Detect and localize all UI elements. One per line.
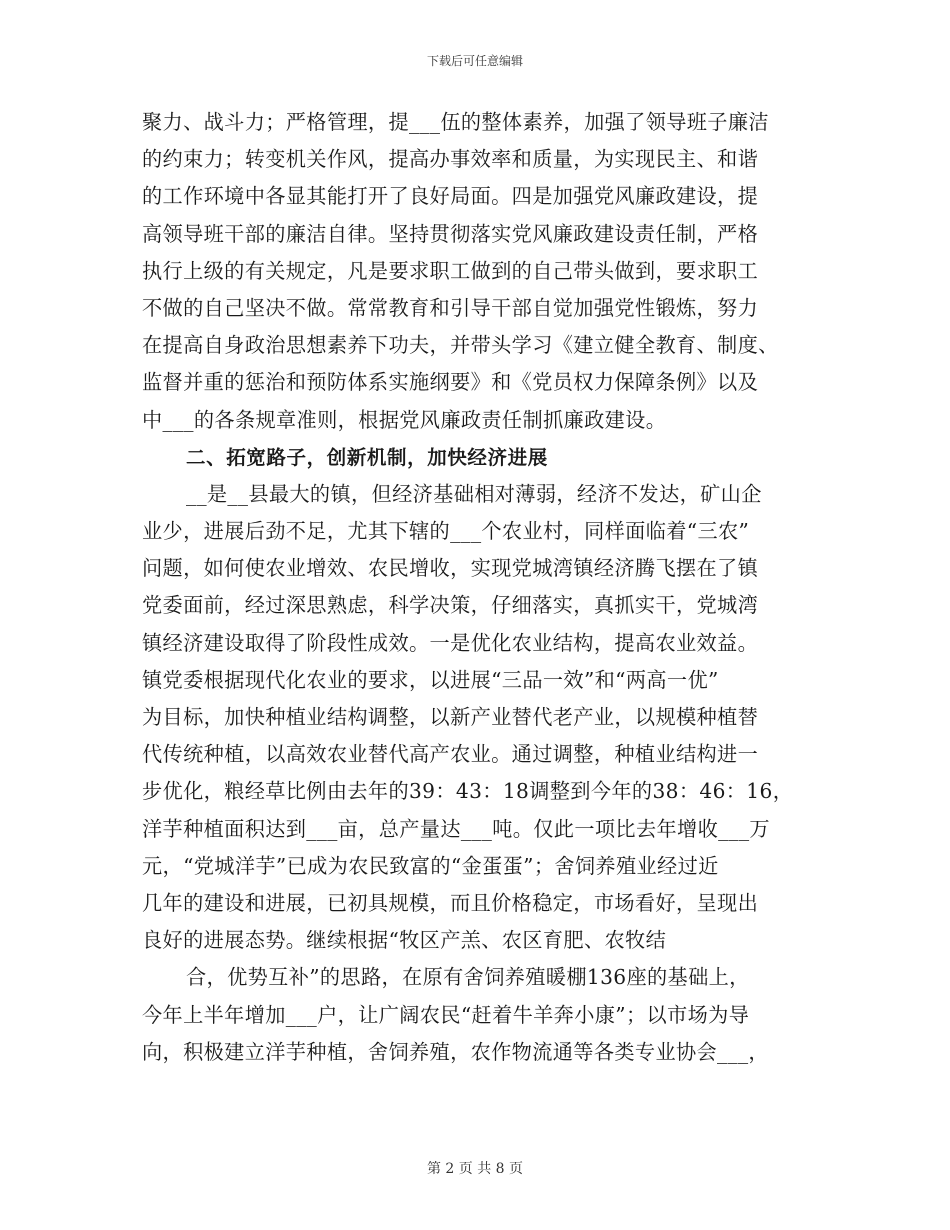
text-line: 党委面前，经过深思熟虑，科学决策，仔细落实，真抓实干，党城湾 xyxy=(142,593,759,618)
text-line: 几年的建设和进展，已初具规模，而且价格稳定，市场看好，呈现出 xyxy=(142,890,759,915)
text-line: 良好的进展态势。继续根据“牧区产羔、农区育肥、农牧结 xyxy=(142,928,667,953)
text-line: 合，优势互补”的思路，在原有舍饲养殖暖棚136座的基础上， xyxy=(186,965,750,990)
text-line: 向，积极建立洋芋种植，舍饲养殖，农作物流通等各类专业协会___， xyxy=(142,1039,769,1064)
text-line: 元，“党城洋芋”已成为农民致富的“金蛋蛋”；舍饲养殖业经过近 xyxy=(142,853,719,878)
text-line: 监督并重的惩治和预防体系实施纲要》和《党员权力保障条例》以及 xyxy=(142,370,759,395)
text-line: 业少，进展后劲不足，尤其下辖的___个农业村，同样面临着“三农” xyxy=(142,519,750,544)
text-line: 不做的自己坚决不做。常常教育和引导干部自觉加强党性锻炼，努力 xyxy=(142,295,759,320)
text-line: 高领导班干部的廉洁自律。坚持贯彻落实党风廉政建设责任制，严格 xyxy=(142,221,759,246)
text-line: 问题，如何使农业增效、农民增收，实现党城湾镇经济腾飞摆在了镇 xyxy=(142,556,759,581)
text-line: 的约束力；转变机关作风，提高办事效率和质量，为实现民主、和谐 xyxy=(142,147,759,172)
text-line: 中___的各条规章准则，根据党风廉政责任制抓廉政建设。 xyxy=(142,407,667,432)
text-line: 洋芋种植面积达到___亩，总产量达___吨。仅此一项比去年增收___万 xyxy=(142,816,770,841)
text-line: 镇党委根据现代化农业的要求，以进展“三品一效”和“两高一优” xyxy=(142,667,719,692)
text-line: 聚力、战斗力；严格管理，提___伍的整体素养，加强了领导班子廉洁 xyxy=(142,110,769,134)
text-line: 的工作环境中各显其能打开了良好局面。四是加强党风廉政建设，提 xyxy=(142,184,759,209)
text-line: 在提高自身政治思想素养下功夫，并带头学习《建立健全教育、制度、 xyxy=(142,333,779,358)
text-line: 今年上半年增加___户，让广阔农民“赶着牛羊奔小康”；以市场为导 xyxy=(142,1002,750,1027)
text-line: __是__县最大的镇，但经济基础相对薄弱，经济不发达，矿山企 xyxy=(186,481,762,506)
text-line: 为目标，加快种植业结构调整，以新产业替代老产业，以规模种植替 xyxy=(142,705,759,729)
text-line: 执行上级的有关规定，凡是要求职工做到的自己带头做到，要求职工 xyxy=(142,258,759,283)
page-footer: 第 2 页 共 8 页 xyxy=(426,1161,524,1177)
text-line: 步优化，粮经草比例由去年的39：43：18调整到今年的38：46：16， xyxy=(142,779,794,804)
document-body xyxy=(142,104,812,1071)
section-heading: 二、拓宽路子，创新机制，加快经济进展 xyxy=(186,445,548,469)
text-line: 代传统种植，以高效农业替代高产农业。通过调整，种植业结构进一 xyxy=(142,742,759,767)
page-header: 下载后可任意编辑 xyxy=(426,54,523,68)
text-line: 镇经济建设取得了阶段性成效。一是优化农业结构，提高农业效益。 xyxy=(142,630,759,655)
